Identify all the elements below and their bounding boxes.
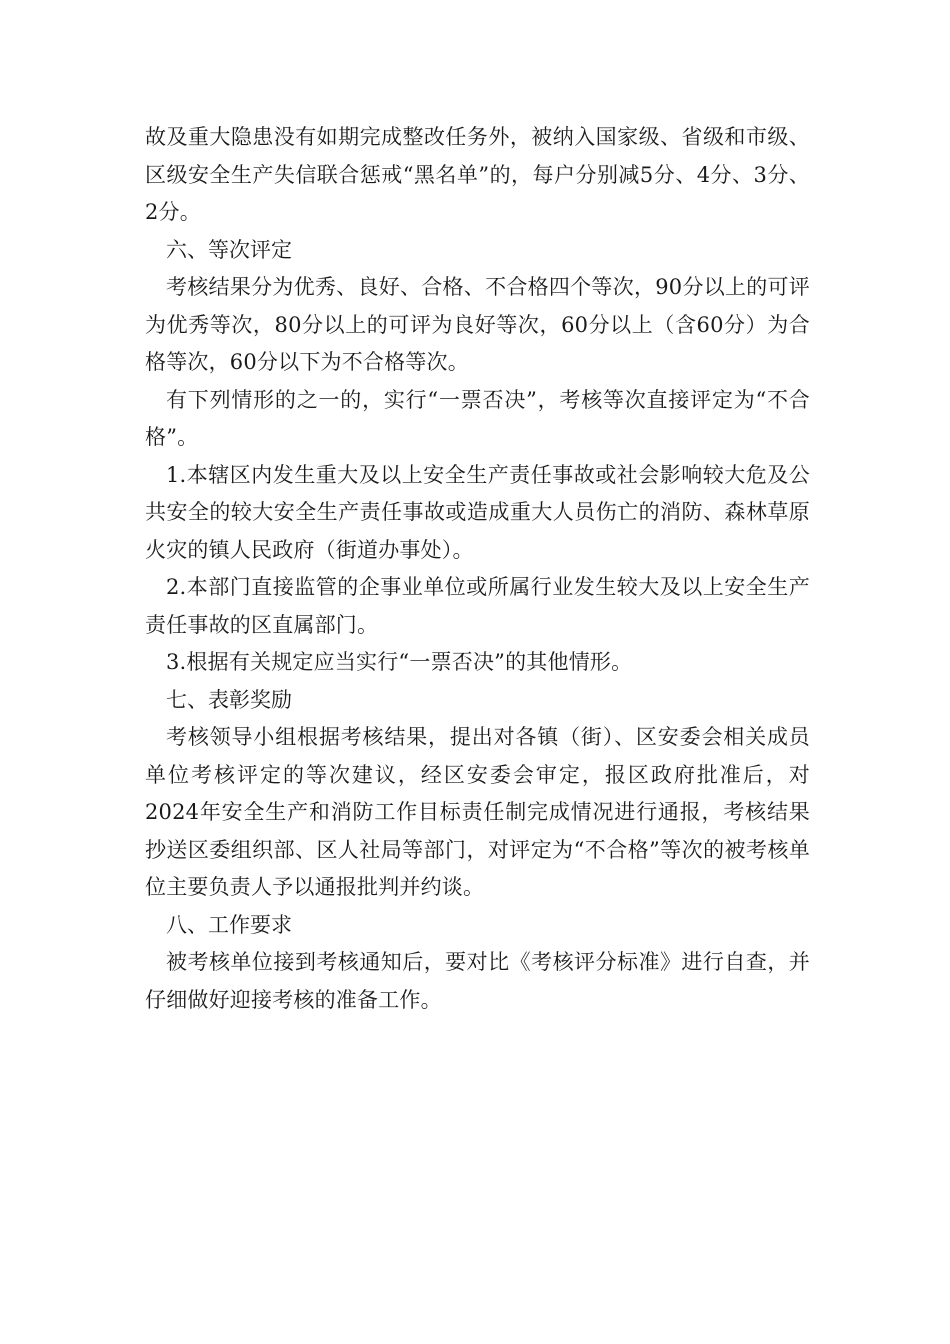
document-body [145,119,810,1019]
paragraph-work-requirements: 被考核单位接到考核通知后，要对比《考核评分标准》进行自查，并仔细做好迎接考核的准备工作。 [145,950,810,1012]
list-item-veto-1: 1.本辖区内发生重大及以上安全生产责任事故或社会影响较大危及公共安全的较大安全生产责任事故或造成重大人员伤亡的消防、森林草原火灾的镇人民政府（街道办事处）。 [145,462,810,562]
list-item-veto-3: 3.根据有关规定应当实行“一票否决”的其他情形。 [166,650,633,674]
paragraph-commendation: 考核领导小组根据考核结果，提出对各镇（街）、区安委会相关成员单位考核评定的等次建议，经区安委会审定，报区政府批准后，对2024年安全生产和消防工作目标责任制完成情况进行通报，考核结果抄送区委组织部、区人社局等部门，对评定为“不合格”等次的被考核单位主要负责人予以通报批判并约谈。 [145,725,810,899]
section-heading-grade-evaluation: 六、等次评定 [166,237,292,262]
paragraph-grade-levels: 考核结果分为优秀、良好、合格、不合格四个等次，90分以上的可评为优秀等次，80分以上的可评为良好等次，60分以上（含60分）为合格等次，60分以下为不合格等次。 [145,275,810,374]
paragraph-veto-intro: 有下列情形的之一的，实行“一票否决”，考核等次直接评定为“不合格”。 [145,387,810,449]
list-item-veto-2: 2.本部门直接监管的企事业单位或所属行业发生较大及以上安全生产责任事故的区直属部门。 [145,575,810,637]
section-heading-work-requirements: 八、工作要求 [166,912,292,937]
section-heading-commendation: 七、表彰奖励 [166,687,292,712]
paragraph-deduction-rules: 故及重大隐患没有如期完成整改任务外，被纳入国家级、省级和市级、区级安全生产失信联合惩戒“黑名单”的，每户分别减5分、4分、3分、2分。 [145,125,810,224]
